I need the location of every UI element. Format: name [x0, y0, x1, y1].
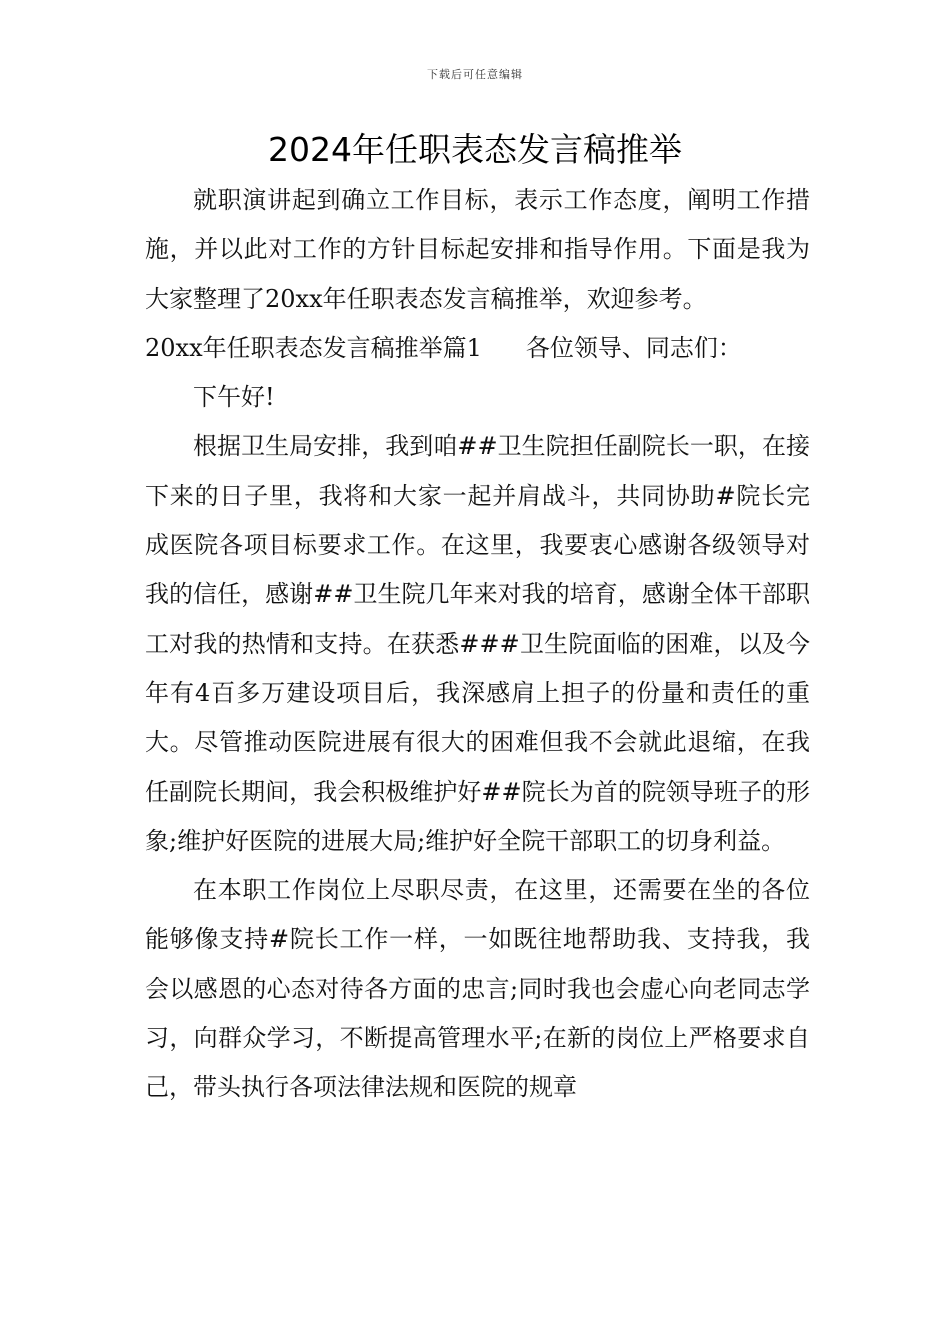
salutation: 各位领导、同志们： [525, 333, 742, 362]
body-paragraph-2: 在本职工作岗位上尽职尽责，在这里，还需要在坐的各位能够像支持#院长工作一样，一如既往地帮助我、支持我，我会以感恩的心态对待各方面的忠言;同时我也会虚心向老同志学习，向群众学习，不断提高管理水平;在新的岗位上严格要求自己，带头执行各项法律法规和医院的规章 [145, 876, 810, 1102]
greeting-paragraph: 下午好! [193, 383, 275, 412]
header-note: 下载后可任意编辑 [427, 68, 523, 81]
body-paragraph-1: 根据卫生局安排，我到咱##卫生院担任副院长一职，在接下来的日子里，我将和大家一起并肩战斗，共同协助#院长完成医院各项目标要求工作。在这里，我要衷心感谢各级领导对我的信任，感谢##卫生院几年来对我的培育，感谢全体干部职工对我的热情和支持。在获悉###卫生院面临的困难，以及今年有4百多万建设项目后，我深感肩上担子的份量和责任的重大。尽管推动医院进展有很大的困难但我不会就此退缩，在我任副院长期间，我会积极维护好##院长为首的院领导班子的形象;维护好医院的进展大局;维护好全院干部职工的切身利益。 [145, 432, 810, 855]
document-body [145, 176, 810, 1113]
section-heading: 20xx年任职表态发言稿推举篇1 [145, 333, 482, 362]
document-title: 2024年任职表态发言稿推举 [268, 130, 682, 169]
section-heading-line [145, 324, 810, 373]
intro-paragraph: 就职演讲起到确立工作目标，表示工作态度，阐明工作措施，并以此对工作的方针目标起安排和指导作用。下面是我为大家整理了20xx年任职表态发言稿推举，欢迎参考。 [145, 186, 810, 313]
